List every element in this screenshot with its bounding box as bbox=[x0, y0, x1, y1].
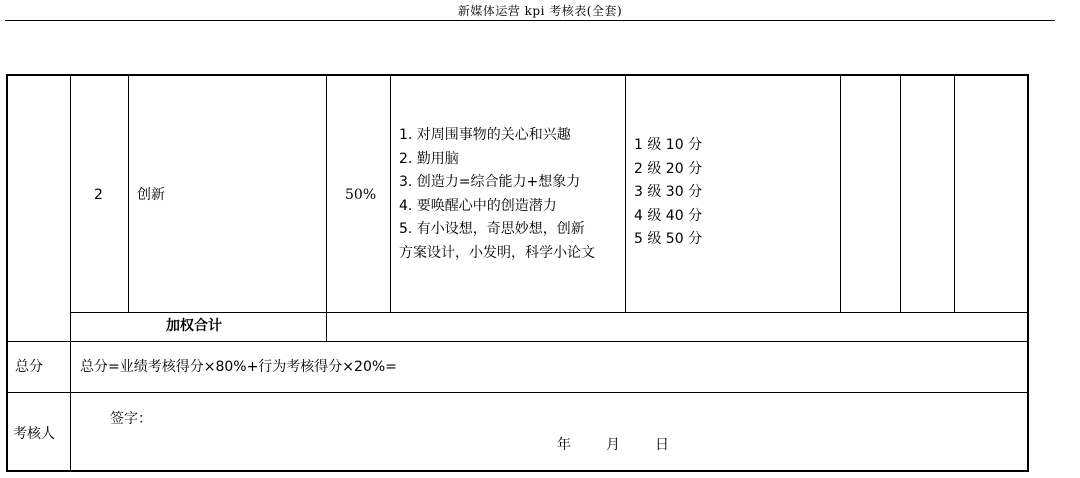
score-level: 3 级 30 分 bbox=[634, 184, 703, 200]
column-divider bbox=[70, 75, 71, 392]
total-formula: 总分=业绩考核得分×80%+行为考核得分×20%= bbox=[80, 359, 397, 375]
assessment-item: 创新 bbox=[137, 187, 165, 203]
date-year: 年 bbox=[557, 437, 571, 453]
criteria-line: 方案设计，小发明，科学小论文 bbox=[399, 244, 595, 261]
column-divider bbox=[900, 75, 901, 312]
row-divider bbox=[7, 392, 1028, 393]
column-divider bbox=[840, 75, 841, 312]
date-day: 日 bbox=[655, 437, 669, 453]
criteria-line: 4. 要唤醒心中的创造潜力 bbox=[399, 197, 557, 214]
score-level: 5 级 50 分 bbox=[634, 231, 703, 247]
total-label: 总分 bbox=[15, 359, 43, 375]
row-divider bbox=[7, 341, 1028, 342]
weight-value: 50% bbox=[345, 187, 377, 203]
column-divider bbox=[70, 392, 71, 471]
criteria-line: 5. 有小设想，奇思妙想，创新 bbox=[399, 221, 585, 237]
criteria-line: 2. 勤用脑 bbox=[399, 150, 459, 167]
score-level: 2 级 20 分 bbox=[634, 160, 703, 177]
column-divider bbox=[390, 75, 391, 312]
score-levels bbox=[634, 134, 702, 252]
date-month: 月 bbox=[606, 437, 620, 453]
column-divider bbox=[625, 75, 626, 312]
document-title: 新媒体运营 kpi 考核表(全套) bbox=[457, 4, 623, 18]
score-level: 4 级 40 分 bbox=[634, 207, 703, 224]
score-level: 1 级 10 分 bbox=[634, 137, 703, 153]
weighted-total-label: 加权合计 bbox=[166, 318, 222, 334]
header-divider bbox=[5, 20, 1055, 21]
row-divider bbox=[70, 312, 1028, 313]
signature-label: 签字： bbox=[110, 411, 152, 427]
reviewer-label: 考核人 bbox=[13, 426, 55, 442]
criteria-line: 3. 创造力=综合能力+想象力 bbox=[399, 174, 581, 190]
criteria-list bbox=[399, 124, 595, 265]
criteria-line: 1. 对周围事物的关心和兴趣 bbox=[399, 127, 571, 143]
column-divider bbox=[128, 75, 129, 312]
column-divider bbox=[326, 75, 327, 341]
column-divider bbox=[954, 75, 955, 312]
row-number: 2 bbox=[94, 187, 103, 203]
